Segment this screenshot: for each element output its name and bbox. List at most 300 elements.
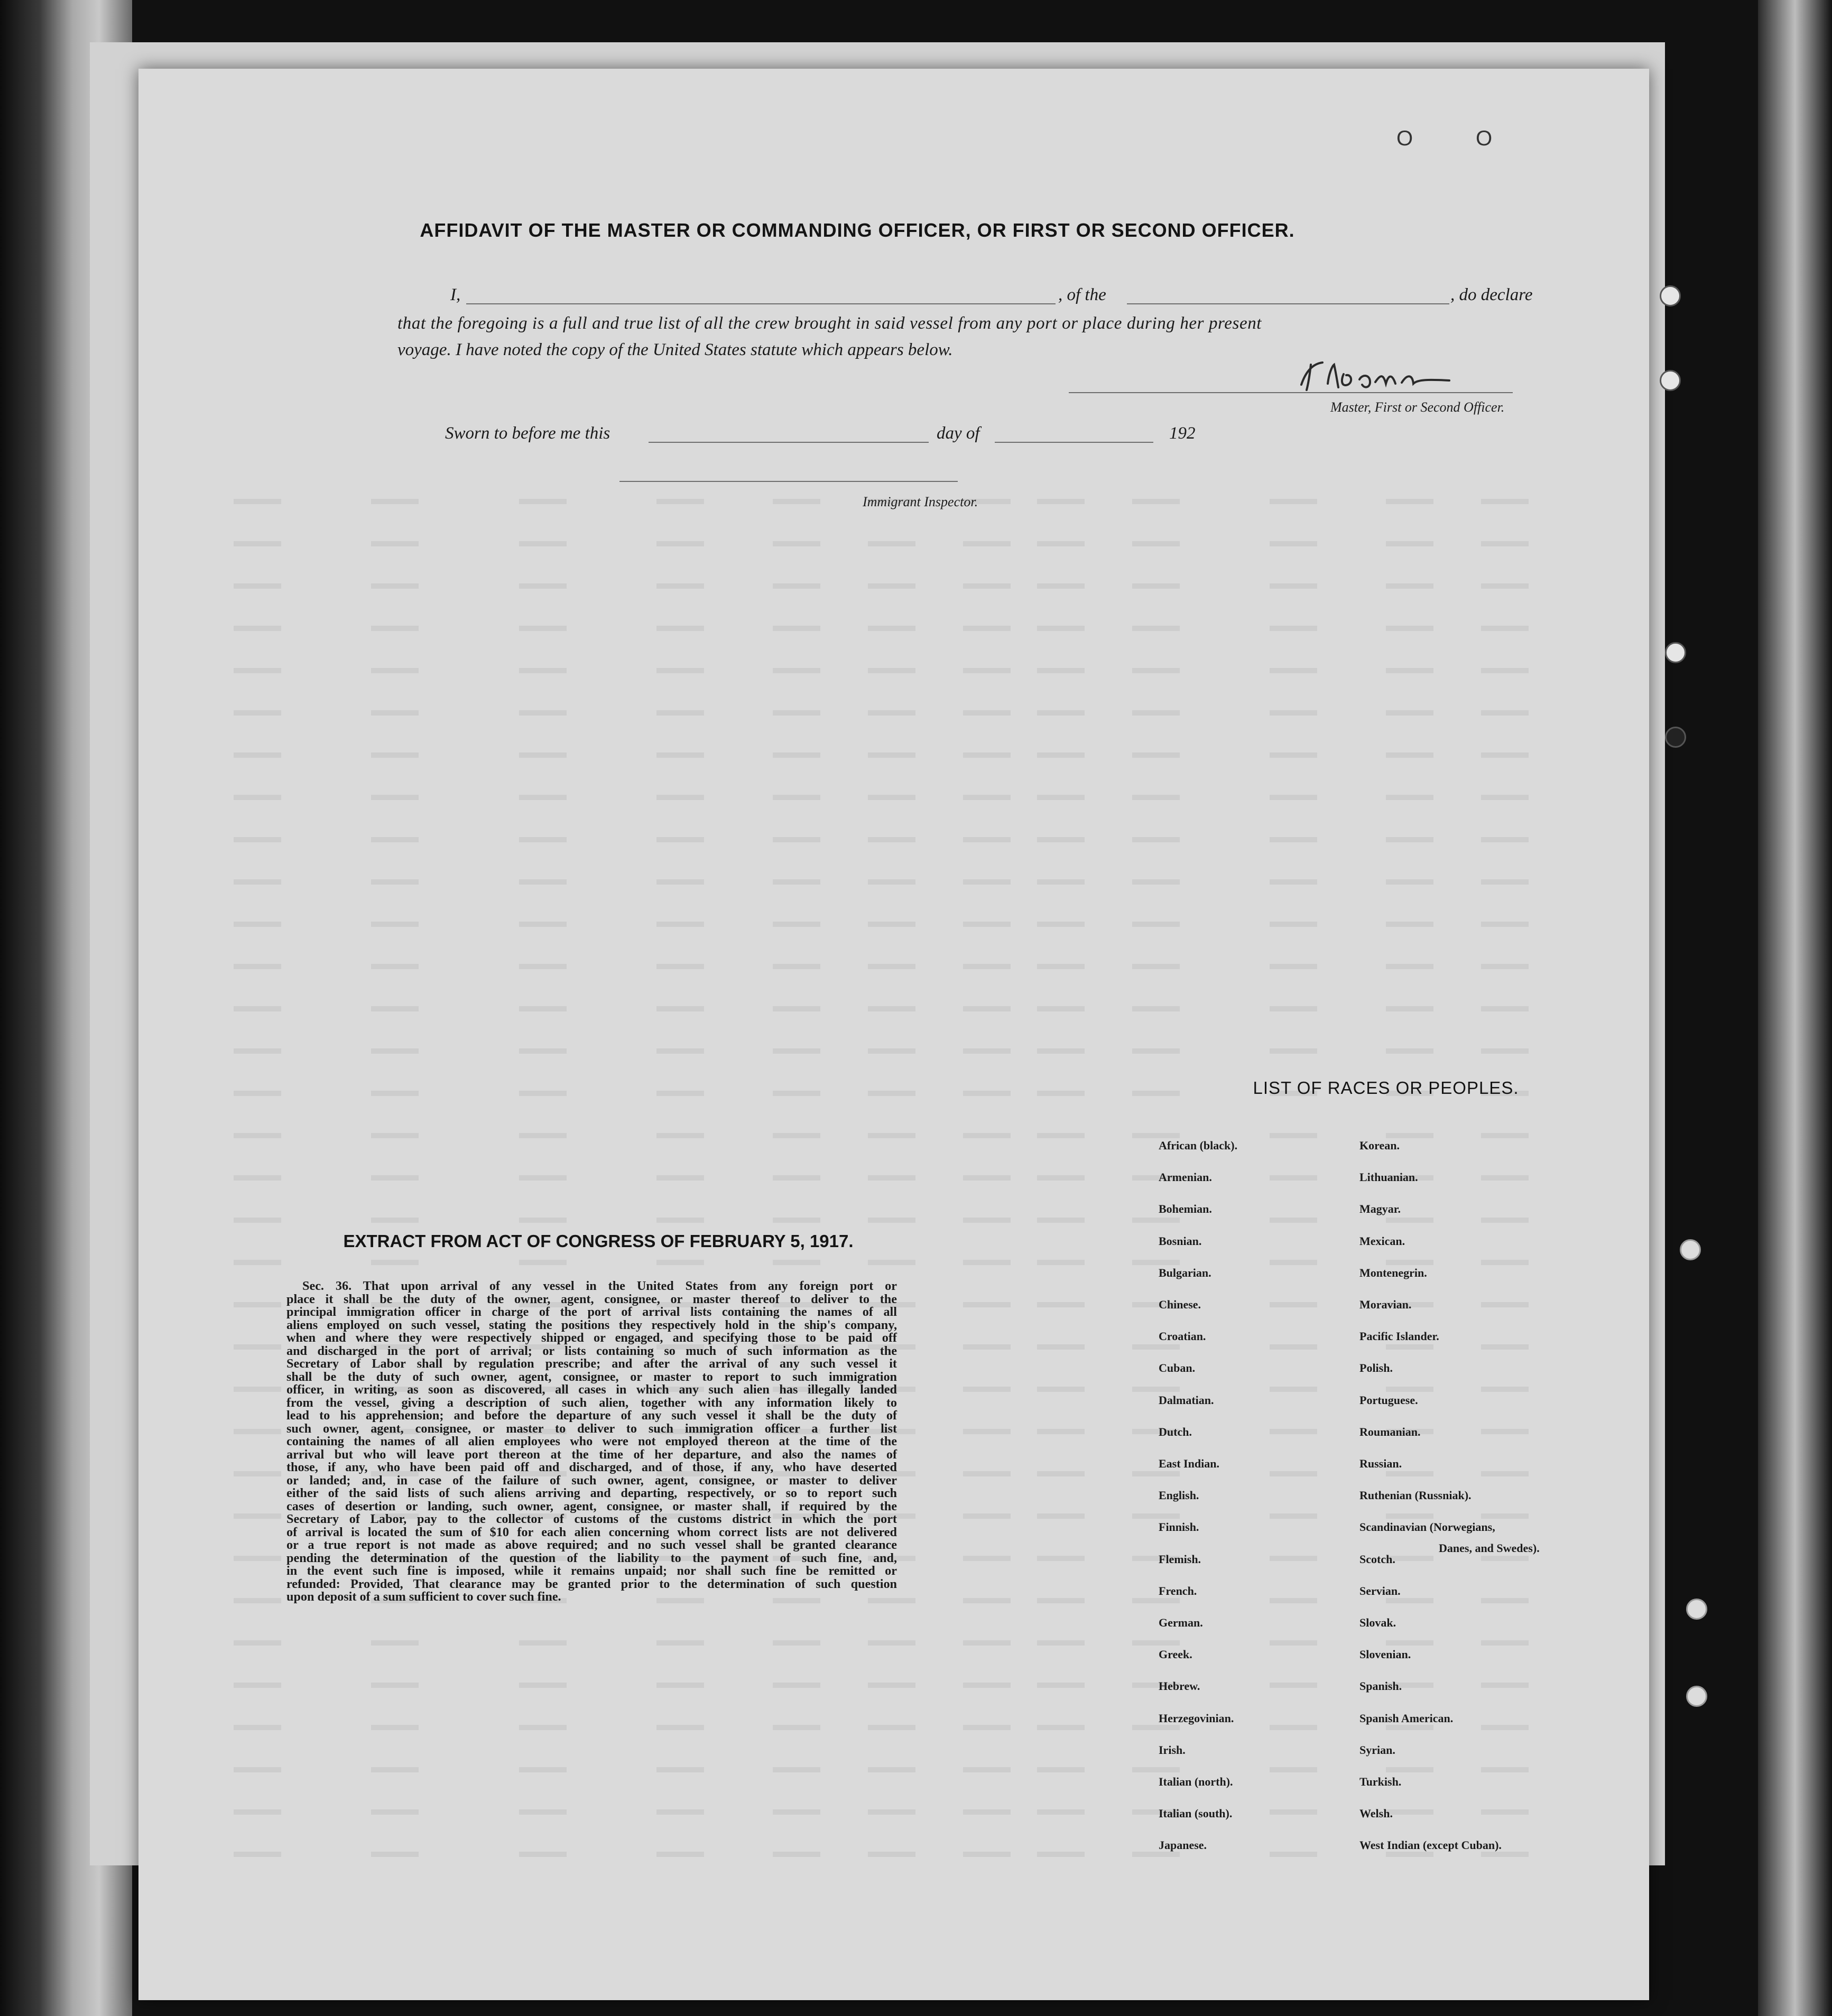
bleed-through-mark (371, 879, 419, 885)
bleed-through-mark (234, 668, 281, 673)
bleed-through-mark (1386, 1387, 1433, 1392)
bleed-through-mark (519, 1852, 567, 1857)
bleed-through-row (234, 993, 1555, 1027)
race-item: Roumanian. (1359, 1425, 1421, 1438)
binder-hole (1660, 285, 1681, 306)
bleed-through-mark (1037, 1429, 1085, 1434)
bleed-through-mark (656, 626, 704, 631)
bleed-through-mark (1270, 1133, 1317, 1138)
bleed-through-mark (1132, 583, 1180, 589)
extract-line: or landed; and, in case of the failure of such owner, agent, consignee, or master to deliver (286, 1473, 897, 1488)
race-item: West Indian (except Cuban). (1359, 1838, 1502, 1852)
bleed-through-mark (1270, 1513, 1317, 1519)
bleed-through-mark (1386, 1218, 1433, 1223)
bleed-through-mark (1132, 1091, 1180, 1096)
extract-line: in the event such fine is imposed, while it remains unpaid; nor shall such fine be remitted or (286, 1564, 897, 1578)
bleed-through-mark (234, 1513, 281, 1519)
race-item: Chinese. (1159, 1298, 1201, 1311)
bleed-through-mark (1481, 964, 1529, 969)
bleed-through-mark (1270, 1725, 1317, 1730)
extract-line: and discharged in the port of arrival; or lists containing so much of such information as the (286, 1343, 897, 1358)
bleed-through-mark (656, 1852, 704, 1857)
race-item: Russian. (1359, 1457, 1402, 1470)
bleed-through-mark (519, 879, 567, 885)
bleed-through-mark (1386, 1006, 1433, 1011)
bleed-through-mark (1037, 752, 1085, 758)
bleed-through-mark (371, 837, 419, 842)
extract-line: or a true report is not made as above required; and no such vessel shall be granted clearance (286, 1538, 897, 1552)
bleed-through-mark (773, 541, 820, 546)
bleed-through-mark (868, 1767, 915, 1772)
bleed-through-mark (1481, 1556, 1529, 1561)
bleed-through-mark (371, 626, 419, 631)
extract-line: Secretary of Labor shall by regulation prescribe; and after the arrival of any such vessel it (286, 1357, 897, 1371)
bleed-through-mark (773, 1006, 820, 1011)
bleed-through-mark (1270, 668, 1317, 673)
bleed-through-mark (963, 583, 1011, 589)
affidavit-i: I, (450, 285, 461, 304)
bleed-through-mark (1270, 1640, 1317, 1646)
bleed-through-mark (234, 1809, 281, 1815)
bleed-through-mark (234, 1387, 281, 1392)
bleed-through-mark (1270, 1302, 1317, 1307)
race-item: Turkish. (1359, 1775, 1402, 1788)
bleed-through-mark (773, 1683, 820, 1688)
bleed-through-mark (371, 583, 419, 589)
bleed-through-mark (1037, 626, 1085, 631)
bleed-through-mark (963, 1091, 1011, 1096)
bleed-through-mark (1386, 1048, 1433, 1054)
bleed-through-mark (656, 1725, 704, 1730)
bleed-through-mark (1037, 1556, 1085, 1561)
bleed-through-mark (1270, 795, 1317, 800)
signer-label: Master, First or Second Officer. (1330, 400, 1505, 415)
bleed-through-mark (656, 795, 704, 800)
bleed-through-mark (868, 1725, 915, 1730)
extract-line: when and where they were respectively shipped or engaged, and specifying those to be paid off (286, 1331, 897, 1345)
bleed-through-mark (1132, 1344, 1180, 1350)
bleed-through-mark (234, 837, 281, 842)
bleed-through-mark (1037, 1725, 1085, 1730)
bleed-through-mark (1037, 1598, 1085, 1603)
bleed-through-mark (1270, 583, 1317, 589)
bleed-through-mark (234, 922, 281, 927)
bleed-through-mark (234, 1006, 281, 1011)
bleed-through-row (234, 1036, 1555, 1070)
bleed-through-mark (773, 1133, 820, 1138)
bleed-through-row (234, 740, 1555, 774)
bleed-through-table (234, 486, 1555, 1860)
bleed-through-mark (1037, 1344, 1085, 1350)
bleed-through-mark (1037, 1767, 1085, 1772)
extract-line: arrival but who will leave port thereon at the time of her departure, and also the names of (286, 1447, 897, 1462)
race-item: Scotch. (1359, 1552, 1395, 1566)
bleed-through-mark (371, 541, 419, 546)
race-item: Dalmatian. (1159, 1393, 1214, 1407)
bleed-through-mark (1037, 1006, 1085, 1011)
bleed-through-row (234, 571, 1555, 605)
bleed-through-mark (519, 710, 567, 716)
bleed-through-mark (1037, 1091, 1085, 1096)
bleed-through-mark (773, 1091, 820, 1096)
race-item: Korean. (1359, 1139, 1400, 1152)
bleed-through-mark (868, 1175, 915, 1181)
bleed-through-mark (1481, 1852, 1529, 1857)
bleed-through-mark (1481, 1218, 1529, 1223)
bleed-through-mark (773, 499, 820, 504)
bleed-through-mark (234, 541, 281, 546)
bleed-through-mark (519, 1091, 567, 1096)
bleed-through-mark (371, 1175, 419, 1181)
bleed-through-mark (1481, 1133, 1529, 1138)
bleed-through-mark (963, 1302, 1011, 1307)
bleed-through-row (234, 909, 1555, 943)
bleed-through-mark (234, 1302, 281, 1307)
bleed-through-mark (963, 1218, 1011, 1223)
race-item: Ruthenian (Russniak). (1359, 1489, 1472, 1502)
bleed-through-mark (519, 1048, 567, 1054)
race-item: Scandinavian (Norwegians, (1359, 1520, 1495, 1534)
bleed-through-mark (1481, 795, 1529, 800)
bleed-through-mark (1386, 1809, 1433, 1815)
bleed-through-mark (656, 1133, 704, 1138)
bleed-through-mark (1481, 1767, 1529, 1772)
vessel-blank (1127, 303, 1449, 304)
bleed-through-mark (371, 795, 419, 800)
bleed-through-mark (1132, 752, 1180, 758)
bleed-through-mark (1037, 541, 1085, 546)
race-item: Mexican. (1359, 1234, 1405, 1248)
extract-line: Sec. 36. That upon arrival of any vessel in the United States from any foreign port or (302, 1279, 897, 1293)
bleed-through-mark (1270, 1767, 1317, 1772)
bleed-through-mark (1481, 837, 1529, 842)
bleed-through-mark (1132, 1513, 1180, 1519)
bleed-through-mark (371, 1725, 419, 1730)
bleed-through-mark (1037, 1513, 1085, 1519)
race-item: Hebrew. (1159, 1679, 1200, 1693)
bleed-through-mark (1270, 1175, 1317, 1181)
bleed-through-mark (234, 752, 281, 758)
bleed-through-mark (1132, 1852, 1180, 1857)
bleed-through-mark (1037, 1809, 1085, 1815)
bleed-through-mark (773, 1767, 820, 1772)
bleed-through-mark (234, 1683, 281, 1688)
bleed-through-mark (1270, 1429, 1317, 1434)
bleed-through-mark (868, 752, 915, 758)
bleed-through-mark (371, 1683, 419, 1688)
race-item: Cuban. (1159, 1361, 1196, 1375)
bleed-through-mark (963, 964, 1011, 969)
extract-line: such owner, agent, consignee, or master to deliver to such immigration officer a further list (286, 1421, 897, 1436)
bleed-through-mark (1270, 710, 1317, 716)
bleed-through-mark (371, 1133, 419, 1138)
bleed-through-mark (963, 1048, 1011, 1054)
bleed-through-row (234, 1797, 1555, 1831)
bleed-through-mark (234, 626, 281, 631)
bleed-through-mark (1132, 710, 1180, 716)
bleed-through-mark (234, 1218, 281, 1223)
bleed-through-mark (773, 1640, 820, 1646)
bleed-through-mark (868, 1006, 915, 1011)
bleed-through-mark (1270, 1048, 1317, 1054)
extract-title: EXTRACT FROM ACT OF CONGRESS OF FEBRUARY 5, 1917. (343, 1231, 854, 1251)
bleed-through-mark (234, 1344, 281, 1350)
bleed-through-mark (1132, 1260, 1180, 1265)
bleed-through-mark (868, 668, 915, 673)
bleed-through-mark (519, 626, 567, 631)
bleed-through-mark (1132, 541, 1180, 546)
bleed-through-mark (1386, 626, 1433, 631)
bleed-through-mark (1386, 922, 1433, 927)
binder-hole (1665, 642, 1686, 663)
bleed-through-mark (868, 1260, 915, 1265)
bleed-through-mark (868, 1852, 915, 1857)
bleed-through-mark (371, 1048, 419, 1054)
bleed-through-mark (1386, 1260, 1433, 1265)
bleed-through-mark (1270, 1598, 1317, 1603)
affidavit-title: AFFIDAVIT OF THE MASTER OR COMMANDING OFFICER, OR FIRST OR SECOND OFFICER. (420, 219, 1295, 241)
bleed-through-mark (1386, 668, 1433, 673)
bleed-through-mark (656, 752, 704, 758)
bleed-through-mark (1386, 837, 1433, 842)
bleed-through-mark (1270, 1683, 1317, 1688)
race-item: Herzegovinian. (1159, 1711, 1234, 1725)
bleed-through-mark (1481, 499, 1529, 504)
bleed-through-mark (234, 1091, 281, 1096)
race-item: Pacific Islander. (1359, 1330, 1439, 1343)
bleed-through-mark (519, 499, 567, 504)
bleed-through-mark (234, 499, 281, 504)
bleed-through-mark (773, 1260, 820, 1265)
bleed-through-mark (963, 710, 1011, 716)
bleed-through-mark (1481, 1598, 1529, 1603)
bleed-through-mark (234, 1725, 281, 1730)
race-item: Spanish. (1359, 1679, 1402, 1693)
bleed-through-mark (1481, 668, 1529, 673)
bleed-through-mark (963, 1175, 1011, 1181)
race-item: Finnish. (1159, 1520, 1199, 1534)
bleed-through-mark (1270, 1260, 1317, 1265)
bleed-through-mark (1481, 1006, 1529, 1011)
bleed-through-mark (1481, 1387, 1529, 1392)
race-item: Montenegrin. (1359, 1266, 1427, 1279)
bleed-through-mark (868, 710, 915, 716)
bleed-through-mark (1386, 583, 1433, 589)
race-item: Magyar. (1359, 1202, 1401, 1216)
bleed-through-mark (773, 1725, 820, 1730)
race-item: Servian. (1359, 1584, 1401, 1597)
bleed-through-mark (1386, 1471, 1433, 1476)
bleed-through-mark (1481, 1429, 1529, 1434)
bleed-through-mark (1270, 1006, 1317, 1011)
extract-line: refunded: Provided, That clearance may be granted prior to the determination of such question (286, 1576, 897, 1591)
bleed-through-mark (234, 1471, 281, 1476)
bleed-through-mark (1481, 1175, 1529, 1181)
bleed-through-mark (1270, 1387, 1317, 1392)
bleed-through-mark (1481, 626, 1529, 631)
bleed-through-mark (868, 626, 915, 631)
bleed-through-mark (868, 1809, 915, 1815)
bleed-through-mark (234, 1767, 281, 1772)
bleed-through-mark (773, 1175, 820, 1181)
bleed-through-mark (1481, 1260, 1529, 1265)
bleed-through-mark (1037, 1133, 1085, 1138)
affidavit-line-2: that the foregoing is a full and true list of all the crew brought in said vessel from any port or place during her present (397, 314, 1262, 333)
bleed-through-mark (868, 1091, 915, 1096)
bleed-through-mark (1481, 541, 1529, 546)
bleed-through-mark (519, 922, 567, 927)
race-item: Dutch. (1159, 1425, 1192, 1438)
bleed-through-mark (371, 964, 419, 969)
top-mark-1: O (1396, 127, 1413, 150)
bleed-through-mark (1132, 1218, 1180, 1223)
bleed-through-mark (1386, 752, 1433, 758)
extract-line: from the vessel, giving a description of such alien, together with any information likely to (286, 1395, 897, 1410)
bleed-through-mark (1132, 1471, 1180, 1476)
extract-line: containing the names of all alien employees who were not employed thereon at the time of the (286, 1434, 897, 1448)
bleed-through-mark (868, 1218, 915, 1223)
bleed-through-mark (371, 1852, 419, 1857)
bleed-through-mark (656, 583, 704, 589)
bleed-through-mark (519, 1640, 567, 1646)
bleed-through-mark (1037, 837, 1085, 842)
bleed-through-mark (1270, 541, 1317, 546)
bleed-through-mark (656, 964, 704, 969)
race-item: French. (1159, 1584, 1197, 1597)
extract-line: principal immigration officer in charge of the port of arrival lists containing the names of all (286, 1305, 897, 1319)
extract-line: Secretary of Labor, pay to the collector of customs of the customs district in which the port (286, 1512, 897, 1526)
bleed-through-mark (1037, 1302, 1085, 1307)
bleed-through-mark (656, 499, 704, 504)
sworn-year: 192 (1169, 424, 1196, 443)
bleed-through-mark (1132, 499, 1180, 504)
race-item: Slovak. (1359, 1616, 1396, 1629)
sworn-day-blank (649, 442, 929, 443)
extract-body (286, 1280, 897, 1604)
race-item: Italian (north). (1159, 1775, 1233, 1788)
bleed-through-row (234, 1839, 1555, 1873)
race-item: Welsh. (1359, 1807, 1393, 1820)
bleed-through-mark (656, 1175, 704, 1181)
bleed-through-mark (963, 1725, 1011, 1730)
bleed-through-mark (773, 964, 820, 969)
bleed-through-mark (773, 1048, 820, 1054)
race-item: Spanish American. (1359, 1711, 1454, 1725)
bleed-through-mark (963, 626, 1011, 631)
bleed-through-mark (1386, 1725, 1433, 1730)
race-item: Italian (south). (1159, 1807, 1233, 1820)
inspector-label: Immigrant Inspector. (863, 494, 978, 509)
bleed-through-mark (1037, 1175, 1085, 1181)
extract-line: aliens employed on such vessel, stating the positions they respectively hold in the ship's company, (286, 1317, 897, 1332)
bleed-through-mark (234, 1852, 281, 1857)
race-item: Greek. (1159, 1648, 1192, 1661)
bleed-through-mark (1037, 922, 1085, 927)
bleed-through-mark (868, 837, 915, 842)
race-item: Slovenian. (1359, 1648, 1411, 1661)
extract-line: place it shall be the duty of the owner, agent, consignee, or master thereof to deliver to the (286, 1292, 897, 1306)
bleed-through-mark (234, 1260, 281, 1265)
bleed-through-mark (868, 583, 915, 589)
extract-line: cases of desertion or landing, such owner, agent, consignee, or master shall, if required by the (286, 1499, 897, 1513)
extract-line: pending the determination of the question of the liability to the payment of such fine, and, (286, 1550, 897, 1565)
bleed-through-mark (371, 922, 419, 927)
extract-line: lead to his apprehension; and before the departure of any such vessel it shall be the duty of (286, 1408, 897, 1423)
officer-signature (1291, 358, 1460, 395)
bleed-through-mark (371, 1260, 419, 1265)
bleed-through-mark (1037, 795, 1085, 800)
bleed-through-mark (773, 668, 820, 673)
bleed-through-mark (1481, 1683, 1529, 1688)
bleed-through-mark (1037, 499, 1085, 504)
bleed-through-mark (1037, 583, 1085, 589)
bleed-through-mark (1386, 1513, 1433, 1519)
bleed-through-mark (1270, 837, 1317, 842)
bleed-through-row (234, 1670, 1555, 1704)
bleed-through-mark (1386, 795, 1433, 800)
right-page-edge (1758, 0, 1832, 2016)
bleed-through-mark (1386, 710, 1433, 716)
bleed-through-mark (656, 1260, 704, 1265)
bleed-through-mark (1132, 1133, 1180, 1138)
bleed-through-mark (1481, 1809, 1529, 1815)
bleed-through-mark (371, 1218, 419, 1223)
bleed-through-mark (371, 499, 419, 504)
extract-line: upon deposit of a sum sufficient to cover such fine. (286, 1590, 561, 1604)
bleed-through-mark (1270, 879, 1317, 885)
race-item: Lithuanian. (1359, 1170, 1418, 1184)
bleed-through-mark (519, 837, 567, 842)
bleed-through-mark (519, 1809, 567, 1815)
bleed-through-mark (1037, 710, 1085, 716)
race-item: German. (1159, 1616, 1203, 1629)
races-title: LIST OF RACES OR PEOPLES. (1253, 1078, 1519, 1098)
race-item: African (black). (1159, 1139, 1238, 1152)
bleed-through-mark (1270, 1852, 1317, 1857)
bleed-through-mark (1481, 583, 1529, 589)
bleed-through-mark (868, 795, 915, 800)
bleed-through-mark (773, 1218, 820, 1223)
bleed-through-mark (1270, 1218, 1317, 1223)
bleed-through-mark (1386, 1640, 1433, 1646)
bleed-through-row (234, 613, 1555, 647)
bleed-through-mark (1132, 964, 1180, 969)
extract-line: either of the said lists of such aliens arriving and departing, respectively, or so to report such (286, 1486, 897, 1500)
bleed-through-mark (963, 1683, 1011, 1688)
bleed-through-mark (1481, 1725, 1529, 1730)
bleed-through-mark (773, 710, 820, 716)
bleed-through-mark (519, 964, 567, 969)
bleed-through-mark (1037, 1471, 1085, 1476)
bleed-through-mark (1386, 1133, 1433, 1138)
bleed-through-mark (963, 1387, 1011, 1392)
race-item: Irish. (1159, 1743, 1186, 1757)
bleed-through-mark (371, 668, 419, 673)
bleed-through-mark (1037, 1218, 1085, 1223)
affidavit-declare: , do declare (1450, 285, 1533, 304)
bleed-through-mark (1037, 1640, 1085, 1646)
bleed-through-mark (1386, 499, 1433, 504)
race-item: East Indian. (1159, 1457, 1219, 1470)
bleed-through-mark (963, 1556, 1011, 1561)
affidavit-of-the: , of the (1058, 285, 1106, 304)
top-mark-2: O (1476, 127, 1493, 150)
race-item: Polish. (1359, 1361, 1393, 1375)
bleed-through-mark (868, 541, 915, 546)
bleed-through-mark (1386, 1767, 1433, 1772)
bleed-through-heading (297, 180, 1576, 216)
bleed-through-row (234, 1163, 1555, 1196)
